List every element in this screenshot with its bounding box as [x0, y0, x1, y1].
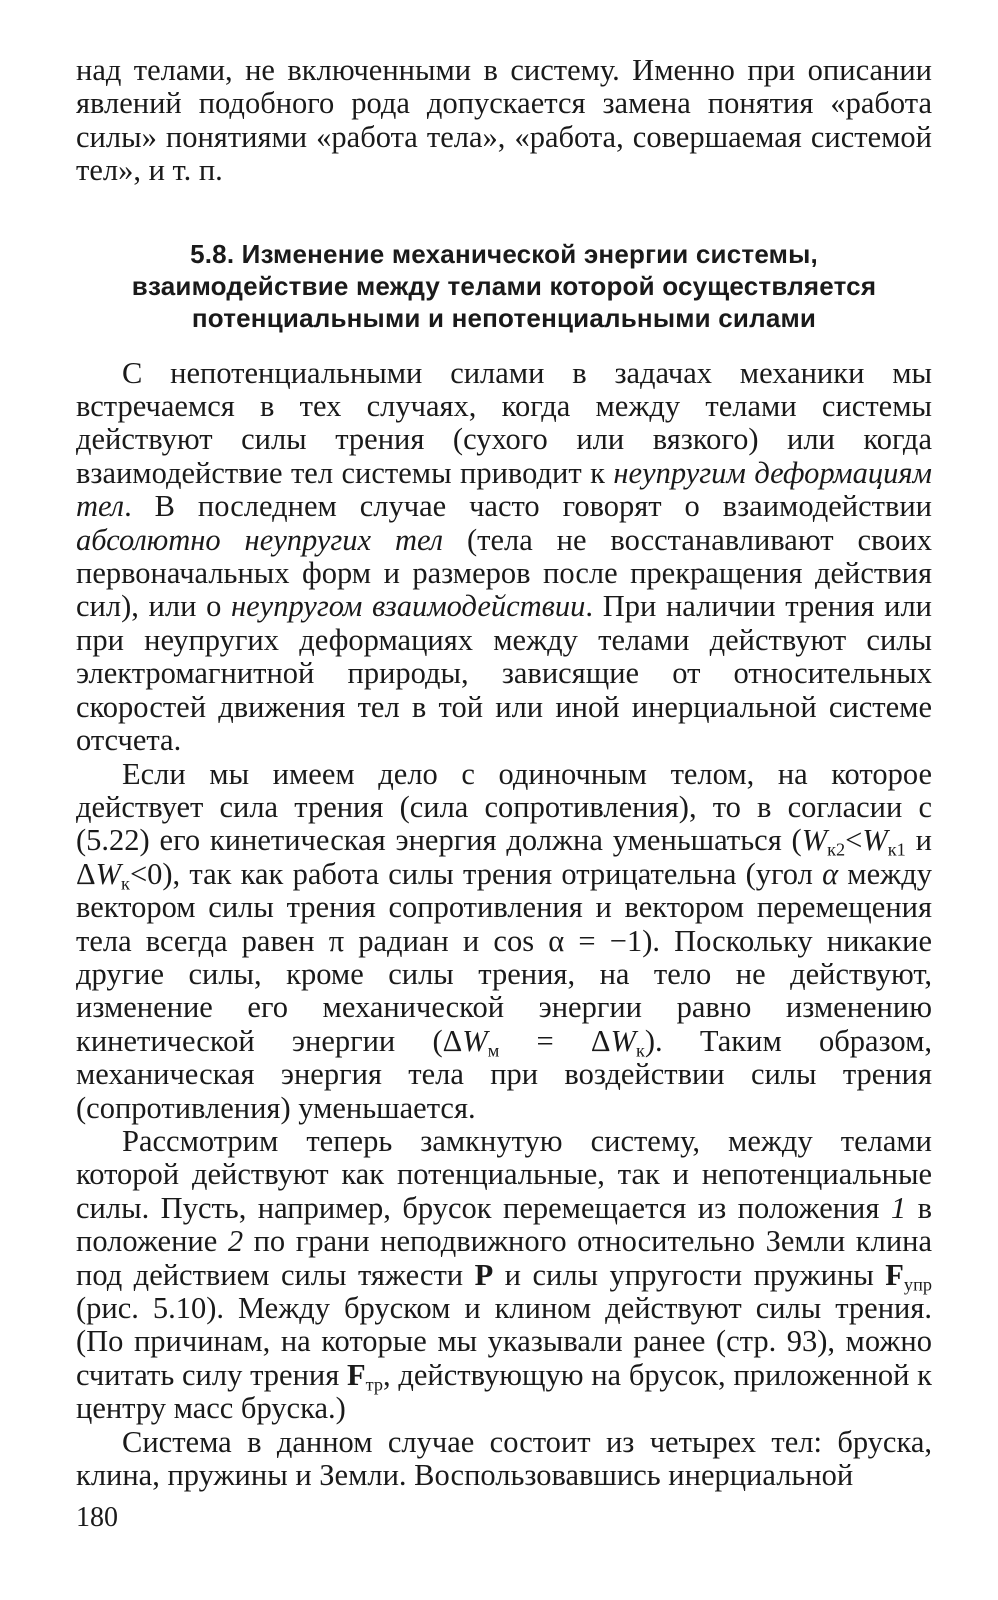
term-inelastic-deformations: неупругим деформациям тел: [76, 455, 932, 524]
text-run: Если мы имеем дело с одиночным телом, на которое действует сила трения (сила сопротивления), то в согласии с (5.22) его кинетическая энергия должна уменьшаться (: [76, 756, 932, 858]
subscript: упр: [903, 1274, 932, 1295]
paragraph-single-body-friction: [76, 758, 932, 1125]
intro-paragraph: над телами, не включенными в систему. Именно при описании явлений подобного рода допускается замена понятия «работа силы» понятиями «работа тела», «работа, совершаемая системой тел», и т. п.: [76, 53, 932, 188]
symbol-w: W: [95, 856, 122, 891]
subscript: к2: [827, 839, 846, 860]
text-run: С непотенциальными силами в задачах механики мы встречаемся в тех случаях, когда между телами системы действуют силы трения (сухого или вязкого) или когда взаимодействие тел системы приводит к: [76, 355, 932, 490]
term-inelastic-interaction: неупругом взаимодействии: [231, 589, 586, 624]
text-run: и силы упругости пружины: [493, 1257, 886, 1292]
text-run: (тела не восстанавливают своих первоначальных форм и размеров после прекращения действия сил), или о: [76, 522, 932, 624]
page-number: 180: [76, 1502, 118, 1533]
text-run: . В последнем случае часто говорят о взаимодействии: [124, 489, 932, 524]
vector-f: F: [346, 1357, 366, 1392]
symbol-w: W: [462, 1023, 488, 1058]
symbol-w: W: [610, 1023, 636, 1058]
text-run: , действующую на брусок, приложенной к центру масс бруска.): [76, 1357, 932, 1426]
paragraph-four-bodies: Система в данном случае состоит из четырех тел: бруска, клина, пружины и Земли. Воспользовавшись инерциальной: [76, 1424, 932, 1493]
text-run: в положение: [76, 1190, 932, 1259]
text-run: = Δ: [499, 1023, 611, 1058]
section-heading-line-2: взаимодействие между телами которой осуществляется: [131, 270, 877, 301]
symbol-w: W: [801, 823, 828, 858]
text-run: <0), так как работа силы трения отрицательна (угол: [129, 856, 823, 891]
subscript: к1: [887, 839, 906, 860]
text-run: <: [845, 823, 863, 858]
text-run: и Δ: [76, 823, 932, 891]
symbol-w: W: [862, 823, 888, 858]
section-heading: [76, 238, 932, 334]
text-run: (рис. 5.10). Между бруском и клином действуют силы трения. (По причинам, на которые мы указывали ранее (стр. 93), можно считать силу трения: [76, 1291, 932, 1392]
subscript: тр: [365, 1374, 383, 1395]
paragraph-nonpotential-forces: [76, 357, 932, 758]
subscript: к: [635, 1040, 645, 1061]
section-heading-line-3: потенциальными и непотенциальными силами: [191, 302, 817, 333]
section-heading-line-1: 5.8. Изменение механической энергии системы,: [190, 238, 818, 269]
symbol-alpha: α: [822, 856, 839, 891]
subscript: к: [121, 873, 130, 894]
text-run: по грани неподвижного относительно Земли клина под действием силы тяжести: [76, 1224, 932, 1292]
page-body: [76, 54, 932, 1492]
subscript: м: [487, 1040, 500, 1061]
position-number: 1: [890, 1190, 907, 1225]
vector-p: P: [474, 1257, 494, 1292]
text-run: Рассмотрим теперь замкнутую систему, между телами которой действуют как потенциальные, так и непотенциальные силы. Пусть, например, брусок перемещается из положения: [76, 1123, 932, 1225]
vector-f: F: [885, 1257, 904, 1292]
text-run: между вектором силы трения сопротивления и вектором перемещения тела всегда равен π радиан и cos α = −1). Поскольку никакие другие силы, кроме силы трения, на тело не действуют, изменение его механической энергии равно изменению кинетической энергии (Δ: [76, 856, 932, 1058]
term-absolutely-inelastic-bodies: абсолютно неупругих тел: [76, 522, 444, 557]
text-run: . При наличии трения или при неупругих деформациях между телами действуют силы электромагнитной природы, зависящие от относительных скоростей движения тел в той или иной инерциальной системе отсчета.: [76, 589, 932, 758]
position-number: 2: [227, 1224, 244, 1259]
text-run: ). Таким образом, механическая энергия тела при воздействии силы трения (сопротивления) уменьшается.: [76, 1023, 932, 1125]
paragraph-closed-system: [76, 1125, 932, 1426]
